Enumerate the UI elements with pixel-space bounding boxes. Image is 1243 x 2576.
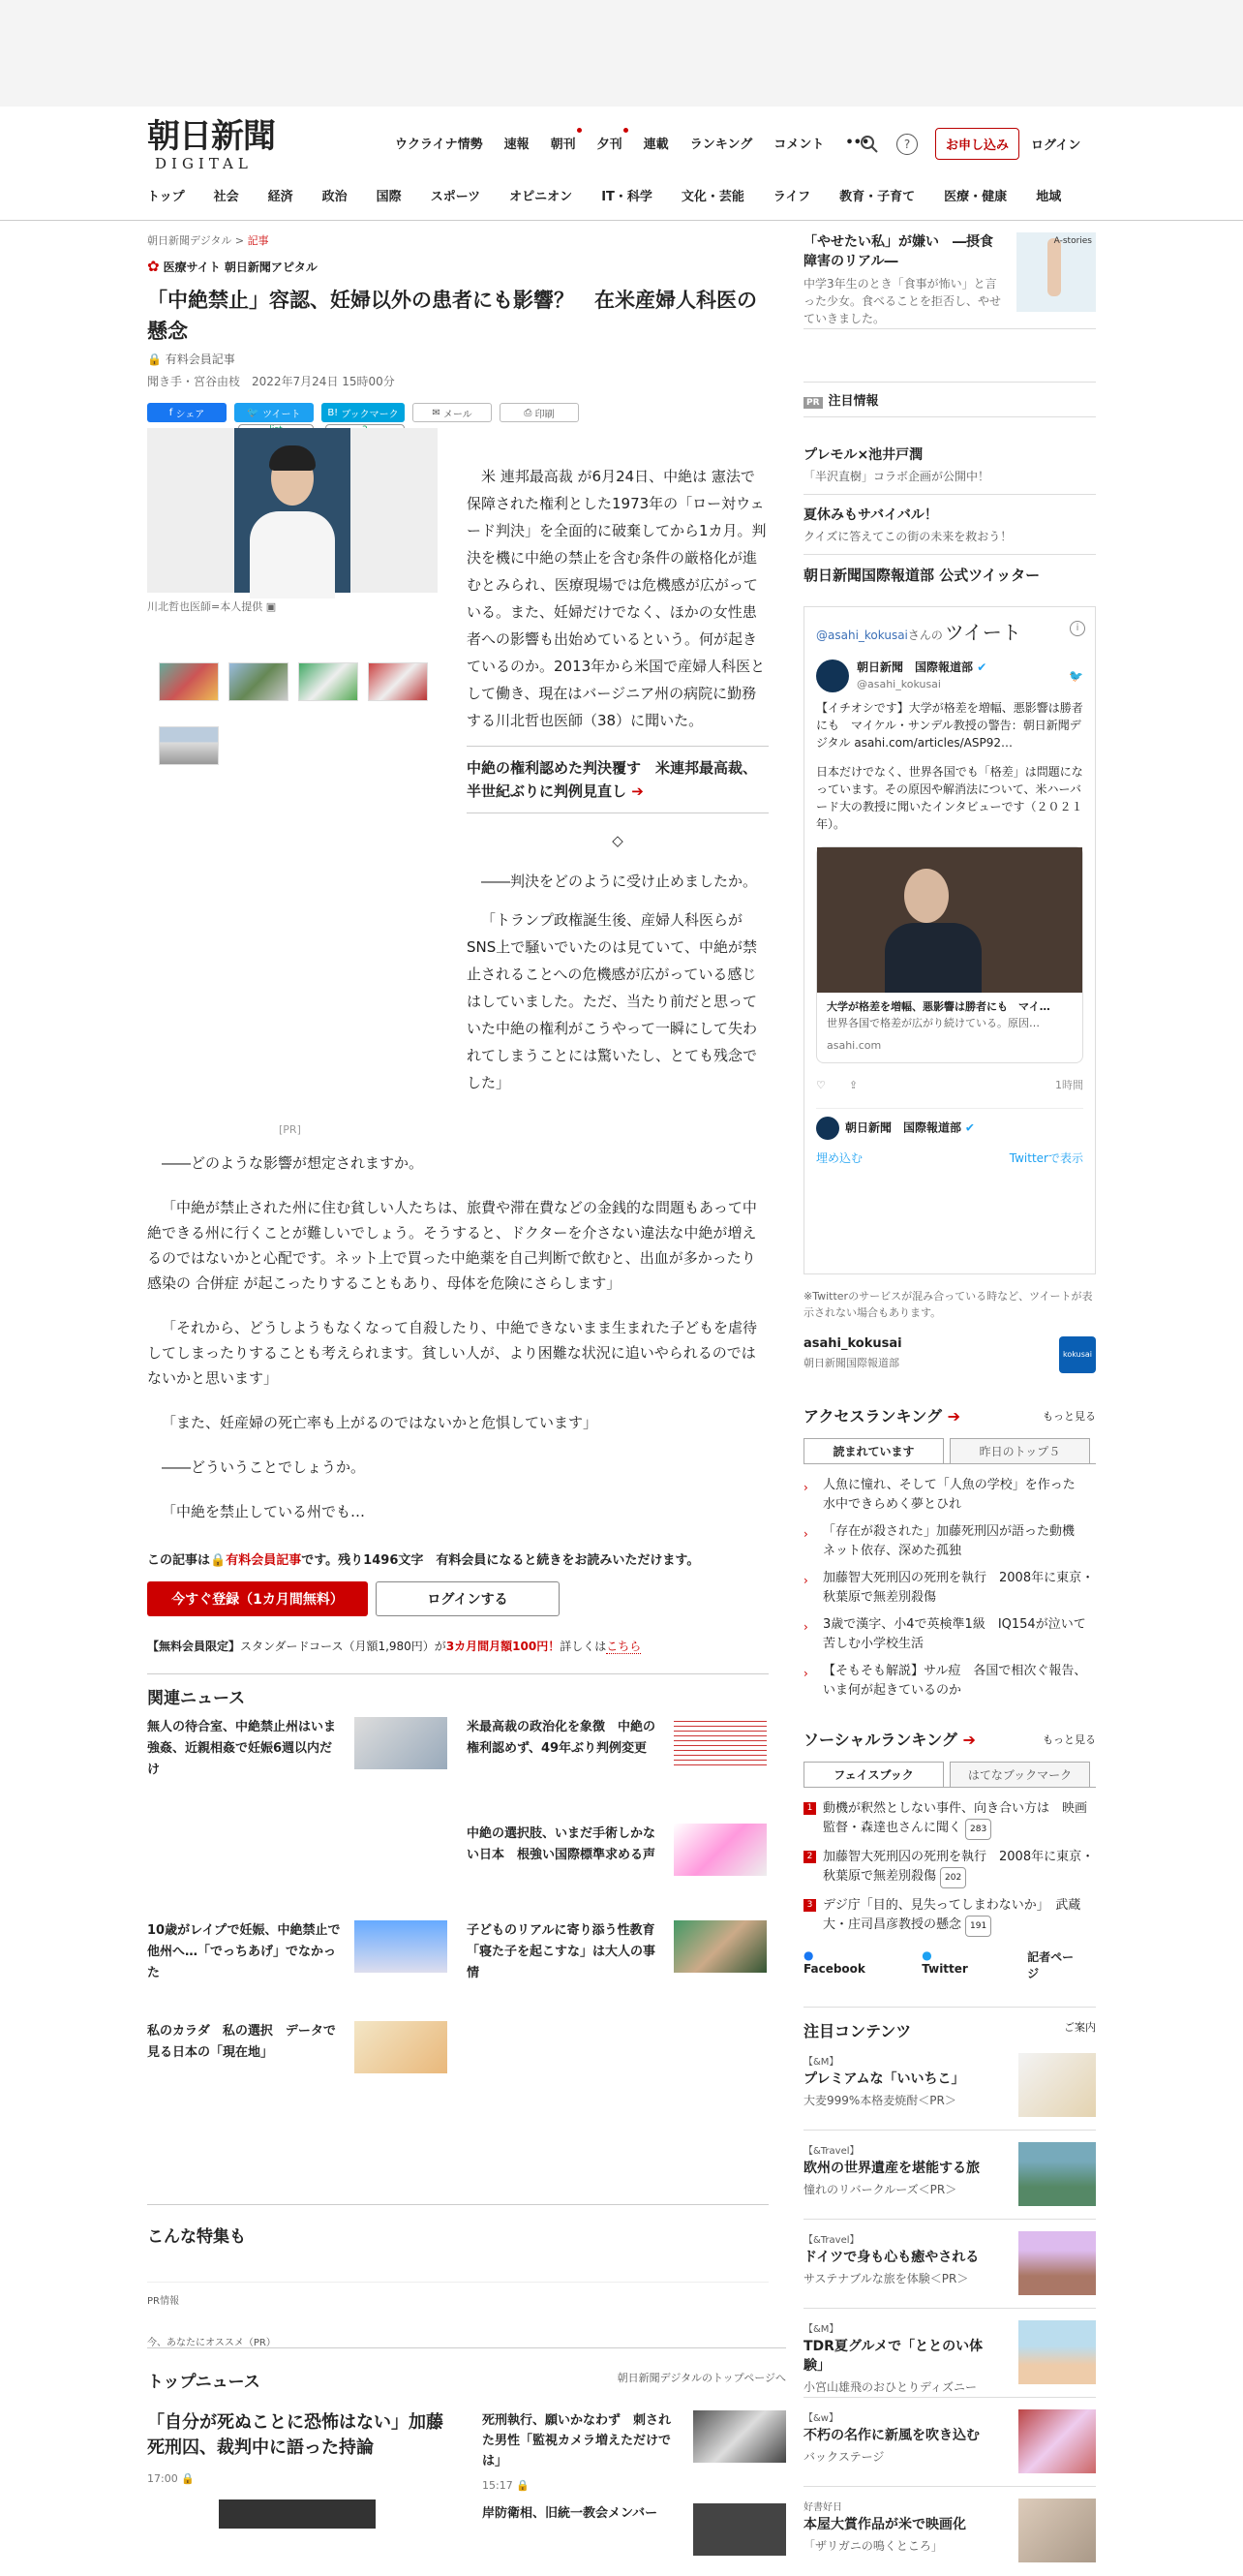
related-item-image [354,1717,447,1769]
tweet-handle: @asahi_kokusai [857,678,941,690]
top-news-item-meta [482,2475,786,2496]
paywall-login-button[interactable]: ログインする [376,1581,560,1616]
featured-item[interactable] [803,2041,1096,2131]
related-item-title: 米最高裁の政治化を象徴 中絶の権利認めず、49年ぶり判例変更 [467,1720,656,1756]
thumbnail[interactable] [368,662,428,701]
related-item-image [354,2021,447,2073]
tab-yesterday-top5[interactable]: 昨日のトップ５ [950,1438,1090,1463]
nav-society[interactable]: 社会 [213,190,239,204]
top-news-item[interactable] [482,2410,786,2496]
related-item-title: 無人の待合室、中絶禁止州はいま 強姦、近親相姦で妊娠6週以内だけ [147,1720,349,1777]
featured-image [1018,2320,1096,2384]
ranking-item[interactable] [803,1658,1096,1704]
chevron-right-icon: › [803,1527,808,1541]
featured-desc: 大麦999%本格麦焼酎＜PR＞ [803,2094,956,2107]
byline: 聞き手・宮谷由枝 2022年7月24日 15時00分 [147,375,395,388]
featured-image [1018,2231,1096,2295]
rank-number-2: 2 [803,1851,816,1863]
social-list [803,1795,1096,1941]
util-series[interactable]: 連載 [643,138,669,152]
facebook-link-label: Facebook [803,1962,865,1976]
top-news-item-title: 死刑執行、願いかなわず 刺された男性「監視カメラ増えただけでは」 [482,2413,672,2469]
tweet-button[interactable] [234,403,314,422]
top-news-item[interactable] [482,2503,786,2527]
tweet-author [816,659,1083,693]
social-item[interactable] [803,1844,1096,1892]
featured-title: プレミアムな「いいちこ」 [803,2071,965,2087]
breadcrumb-current[interactable]: 記事 [247,234,269,247]
social-ranking-header [803,1728,1096,1750]
chevron-right-icon: › [803,1481,808,1494]
timeline-san: さんの [907,629,943,642]
social-item-title: 動機が釈然としない事件、向き合い方は 映画監督・森達也さんに聞く [823,1801,1088,1835]
like-icon[interactable]: ♡ [816,1079,826,1091]
lock-icon: 🔒 [181,2472,195,2485]
special-title: こんな特集も [147,2227,246,2247]
paywall-members[interactable]: 🔒有料会員記事 [210,1553,302,1568]
pr-badge: PR [803,397,823,409]
intro-paragraph: 米 連邦最高裁 が6月24日、中絶は 憲法で保障された権利とした1973年の「ロー対ウェード判決」を全面的に破棄してから1カ月。判決を機に中絶の禁止を含む条件の厳格化が進むとみられ、医療現場では危機感が広がっている。また、妊婦だけでなく、ほかの女性患者への影響も出始めているという。何が起きているのか。2013年から米国で産婦人科医として働き、現在はバージニア州の病院に勤務する川北哲也医師（38）に聞いた。 [467,468,767,729]
facebook-link[interactable] [803,1948,900,1981]
nav-opinion[interactable]: オピニオン [509,190,573,204]
section-divider: ◇ [612,832,623,849]
related-item-title: 子どものリアルに寄り添う性教育 「寝た子を起こすな」は大人の事情 [467,1923,668,1980]
embed-link[interactable]: 埋め込む [816,1151,864,1165]
twitter-timeline [803,606,1096,1274]
view-on-twitter-link[interactable]: Twitterで表示 [1009,1151,1083,1165]
featured-tag: 【&Travel】 [803,2146,860,2157]
promo-text [147,1638,769,1654]
related-item-image [354,1920,447,1973]
tweet-2-preview[interactable] [816,1108,1083,1140]
related-item-title: 中絶の選択肢、いまだ手術しかない日本 根強い国際標準求める声 [467,1826,656,1862]
util-evening-label: 夕刊 [596,138,622,152]
hatena-icon: B! [327,407,342,418]
hatena-label: ブックマーク [341,409,399,420]
social-tabs [803,1762,1096,1788]
nav-culture[interactable]: 文化・芸能 [681,190,744,204]
print-icon: ⎙ [524,407,535,418]
twitter-icon: 🐦 [247,407,263,418]
featured-desc: バックステージ [803,2450,885,2464]
subscribe-button[interactable]: お申し込み [935,128,1019,160]
nav-education[interactable]: 教育・子育て [839,190,916,204]
ranking-item-title: 加藤智大死刑囚の死刑を執行 2008年に東京・秋葉原で無差別殺傷 [823,1571,1095,1605]
util-ukraine[interactable]: ウクライナ情勢 [395,138,483,152]
answer-3: 「それから、どうしようもなくなって自殺したり、中絶できないまま生まれた子どもを虐待してしまったりすることも考えられます。貧しい人が、より困難な状況に追いやられるのではないかと思います」 [147,1319,758,1387]
new-dot-icon [577,128,582,133]
related-news [147,1673,769,2060]
featured-image [1018,2499,1096,2562]
twitter-bird-icon: 🐦 [1069,669,1083,683]
tweet-card-title: 大学が格差を増幅、悪影響は勝者にも マイ… [827,1000,1050,1013]
search-icon[interactable] [860,135,879,154]
chevron-right-icon: › [803,1620,808,1634]
top-news-item-image [693,2410,786,2463]
mail-icon: ✉ [432,407,443,418]
members-badge[interactable] [147,351,769,367]
account-desc: 朝日新聞国際報道部 [803,1357,899,1369]
nav-sports[interactable]: スポーツ [430,190,481,204]
featured-item[interactable] [803,2309,1096,2398]
social-item[interactable] [803,1892,1096,1941]
featured-content-header [803,2019,1096,2041]
tweet-name [857,659,986,676]
access-ranking-title[interactable] [803,1404,960,1426]
access-ranking-header [803,1404,1096,1426]
top-news-item-image [693,2503,786,2556]
util-evening[interactable] [597,134,622,152]
featured-image [1018,2142,1096,2206]
featured-title: TDR夏グルメで「ととのい体験」 [803,2339,984,2374]
medical-site-label[interactable] [147,258,769,275]
tweet-name-text: 朝日新聞 国際報道部 [845,1120,962,1135]
featured-desc: 憧れのリバークルーズ＜PR＞ [803,2183,957,2196]
tweet-card-image [817,847,1082,993]
util-morning[interactable] [551,134,576,152]
tweet-name-text: 朝日新聞 国際報道部 [857,660,974,674]
promo-title: 夏休みもサバイバル！ [803,507,938,523]
arrow-right-icon: ➔ [962,1731,976,1749]
ranking-item[interactable] [803,1472,1096,1518]
recommended-pr: 今、あなたにオススメ（PR） [147,2338,276,2348]
article-body [147,1150,769,1544]
new-dot-icon [623,128,628,133]
ranking-item[interactable] [803,1518,1096,1565]
mail-label: メール [442,409,472,420]
featured-desc: サステナブルな旅を体験＜PR＞ [803,2272,969,2285]
top-news-title: トップニュース [147,2373,260,2392]
social-footer-links [803,1948,1096,1981]
question-3: ――どういうことでしょうか。 [162,1458,366,1476]
attention-info-header [803,382,1096,417]
top-news [147,2347,786,2521]
featured-tag: 【&M】 [803,2324,839,2335]
help-icon[interactable]: ? [896,134,918,155]
logo-text: 朝日新聞 [147,117,275,156]
register-button[interactable]: 今すぐ登録（1カ月間無料） [147,1581,368,1616]
featured-tag: 好書好日 [803,2502,842,2513]
related-news-title: 関連ニュース [147,1689,246,1708]
mail-button[interactable] [412,403,492,422]
featured-desc: 小宮山雄飛のおひとりディズニー [803,2380,978,2394]
hatena-bookmark-button[interactable] [321,403,405,422]
main-nav [147,186,1090,204]
answer-5: 「中絶を禁止している州でも… [162,1503,366,1520]
answer-2: 「中絶が禁止された州に住む貧しい人たちは、旅費や滞在費などの金銭的な問題もあって中絶できる州に行くことが難しいでしょう。そうすると、ドクターを介さない違法な中絶が増えるのではないかと心配です。ネット上で買った中絶薬を自己判断で飲むと、出血が多かったり感染の 合併症 が起こったりすることもあり、母体を危険にさらします」 [147,1199,757,1292]
print-button[interactable] [500,403,579,422]
tweet-card-source: asahi.com [827,1039,882,1052]
timeline-footer [816,1150,1083,1166]
featured-image [1018,2409,1096,2473]
facebook-icon: ● [803,1948,814,1962]
verified-icon: ✔ [977,660,987,674]
timeline-tweets-label: ツイート [944,621,1021,644]
promo-details: 詳しくは [560,1640,607,1653]
share-count: 202 [940,1867,966,1888]
tweet-label: ツイート [262,409,301,420]
social-ranking-title[interactable] [803,1728,976,1750]
related-item-image [674,1920,767,1973]
avatar [816,659,849,692]
reporter-page-link[interactable]: 記者ページ [1027,1950,1075,1980]
tab-hatena[interactable]: はてなブックマーク [950,1762,1090,1787]
paywall-post: です。残り1496文字 有料会員になると続きをお読みいただけます。 [301,1553,700,1568]
nav-economy[interactable]: 経済 [267,190,293,204]
top-news-main[interactable] [147,2410,447,2529]
gallery-icon[interactable]: ▣ [265,600,277,613]
special-features [147,2204,769,2348]
featured-desc: 「ザリガニの鳴くところ」 [803,2539,943,2553]
ranking-list [803,1472,1096,1704]
paywall-text [147,1549,769,1568]
ranking-item[interactable] [803,1611,1096,1658]
tweet-card-desc: 世界各国で格差が広がり続けている。原因… [827,1017,1040,1029]
nav-politics[interactable]: 政治 [321,190,348,204]
util-ranking[interactable]: ランキング [689,138,753,152]
chevron-right-icon: › [803,1667,808,1680]
article-photo[interactable] [147,428,438,593]
avatar [816,1117,839,1140]
featured-tag: 【&Travel】 [803,2235,860,2246]
social-ranking [803,1728,1096,1981]
answer-1: 「トランプ政権誕生後、産婦人科医らがSNS上で騒いでいたのは見ていて、中絶が禁止されることへの危機感が広がっている感じはしていました。ただ、当たり前だと思っていた中絶の権利がこうやって一瞬にして失われてしまうことには驚いたし、とても残念でした」 [467,911,758,1091]
lock-icon: 🔒 [147,353,162,366]
sidebar-feature-desc: 中学3年生のとき「食事が怖い」と言った少女。食べることを拒否し、やせていきました。 [803,277,1002,325]
featured-item[interactable] [803,2398,1096,2487]
tweet[interactable] [816,659,1083,1094]
tweet-card-caption [817,993,1082,1037]
twitter-section-header [803,555,1096,595]
photo-caption [147,598,276,614]
facebook-share-button[interactable] [147,403,227,422]
tweet-card[interactable] [816,846,1083,1063]
featured-content-title: 注目コンテンツ [803,2022,912,2040]
question-2: ――どのような影響が想定されますか。 [162,1154,424,1172]
ranking-tabs [803,1438,1096,1464]
social-item[interactable] [803,1795,1096,1844]
account-card[interactable] [803,1336,1096,1381]
featured-item[interactable] [803,2487,1096,2576]
thumbnail[interactable] [298,662,358,701]
paywall-buttons [147,1581,769,1616]
featured-item[interactable] [803,2220,1096,2309]
paywall-pre: この記事は [147,1553,211,1568]
featured-title: ドイツで身も心も癒やされる [803,2250,980,2265]
featured-tag: 【&w】 [803,2413,838,2424]
top-news-main-title: 「自分が死ぬことに恐怖はない」加藤死刑囚、裁判中に語った持論 [147,2412,443,2458]
related-item-image [674,1824,767,1876]
related-item-title: 10歳がレイプで妊娠、中絶禁止で他州へ…「でっちあげ」でなかった [147,1923,341,1980]
share-count: 283 [965,1819,991,1840]
util-breaking[interactable]: 速報 [503,138,530,152]
related-link-text: 中絶の権利認めた判決覆す 米連邦最高裁、半世紀ぶりに判例見直し [467,759,758,800]
tab-facebook[interactable]: フェイスブック [803,1762,944,1787]
share-count: 191 [965,1916,991,1937]
timeline-header [816,617,1083,645]
promo-link[interactable] [803,495,1096,555]
promo-link[interactable]: こちら [606,1640,642,1653]
arrow-right-icon: ➔ [631,782,644,800]
related-item-image [674,1717,767,1769]
top-news-main-time: 17:00 [147,2472,178,2485]
rank-number-1: 1 [803,1802,816,1815]
ranking-item-title: 【そもそも解説】サル痘 各国で相次ぐ報告、いま何が起きているのか [823,1664,1087,1698]
attention-info-title: 注目情報 [828,394,879,409]
more-link[interactable]: もっと見る [1043,1409,1096,1423]
pr-info: PR情報 [147,2282,769,2307]
logo-subtext: DIGITAL [155,155,253,172]
breadcrumb-sep: > [234,234,245,247]
lock-icon: 🔒 [516,2479,530,2492]
related-item-title: 私のカラダ 私の選択 データで見る日本の「現在地」 [147,2024,336,2060]
promo-price: 3カ月間月額100円！ [445,1640,561,1653]
article-body-intro [467,463,769,1108]
social-item-title: 加藤智大死刑囚の死刑を執行 2008年に東京・秋葉原で無差別殺傷 [823,1850,1095,1884]
article-headline: 「中絶禁止」容認、妊婦以外の患者にも影響？ 在米産婦人科医の懸念 [147,289,757,343]
medical-site-text: 医療サイト 朝日新聞アピタル [163,260,318,274]
chevron-right-icon: › [803,1574,808,1587]
nav-international[interactable]: 国際 [376,190,402,204]
promo-course: スタンダードコース（月額1,980円）が [240,1640,446,1653]
nav-top[interactable]: トップ [147,190,185,204]
sidebar-feature-image [1016,232,1096,312]
a-stories-label: A-stories [1053,236,1092,246]
timeline-handle[interactable]: @asahi_kokusai [816,629,908,642]
more-link[interactable]: もっと見る [1043,1733,1096,1746]
twitter-section-title: 朝日新聞国際報道部 公式ツイッター [803,567,1041,584]
paywall [147,1549,769,1654]
arrow-right-icon: ➔ [947,1407,961,1426]
featured-image [1018,2053,1096,2117]
more-menu-icon[interactable]: ••• [845,136,870,150]
ranking-item-title: 「存在が殺された」加藤死刑囚が語った動機 ネット依存、深めた孤独 [823,1524,1088,1558]
tweet-time: 1時間 [1055,1079,1083,1091]
kokusai-logo-icon: kokusai [1059,1336,1096,1373]
featured-title: 本屋大賞作品が米で映画化 [803,2517,966,2532]
site-header [0,107,1243,221]
sidebar-feature[interactable] [803,232,1096,329]
top-news-item-time: 15:17 [482,2479,513,2492]
login-link[interactable]: ログイン [1031,138,1081,153]
doctor-portrait [234,428,350,593]
access-ranking-title-text: アクセスランキング [803,1407,943,1426]
ranking-item-title: 3歳で漢字、小4で英検準1級 IQ154が泣いて苦しむ小学校生活 [823,1617,1086,1651]
facebook-icon: f [168,407,176,418]
guide-link[interactable]: ご案内 [1064,2021,1096,2034]
promo-link[interactable] [803,435,1096,495]
thumbnail[interactable] [159,726,219,765]
members-label: 有料会員記事 [165,353,235,366]
twitter-link[interactable] [922,1948,1006,1981]
access-ranking [803,1404,1096,1704]
nav-life[interactable]: ライフ [773,190,811,204]
promo-tag: 【無料会員限定】 [147,1640,241,1653]
featured-item[interactable] [803,2131,1096,2220]
info-icon[interactable]: i [1070,621,1085,636]
print-label: 印刷 [534,409,555,420]
util-comment[interactable]: コメント [773,138,825,152]
featured-title: 不朽の名作に新風を吹き込む [803,2428,980,2443]
related-article-link[interactable] [467,746,769,813]
rank-number-3: 3 [803,1899,816,1912]
pr-label: [PR] [279,1123,301,1136]
featured-content [803,2007,1096,2576]
article-column [147,232,786,2521]
question-1: ――判決をどのように受け止めましたか。 [481,873,758,890]
promo-desc: クイズに答えてこの街の未来を救おう！ [803,530,1013,543]
featured-tag: 【&M】 [803,2057,839,2068]
share-icon[interactable]: ⇪ [848,1079,859,1091]
twitter-note: ※Twitterのサービスが混み合っている時など、ツイートが表示されない場合もあります。 [803,1290,1093,1319]
apital-logo-icon: ✿ [147,258,160,275]
ranking-item-title: 人魚に憧れ、そして「人魚の学校」を作った 水中できらめく夢とひれ [823,1478,1088,1512]
breadcrumb-home[interactable]: 朝日新聞デジタル [147,234,232,247]
promo-desc: 「半沢直樹」コラボ企画が公開中！ [803,470,990,483]
utility-nav [395,134,891,152]
social-ranking-title-text: ソーシャルランキング [803,1731,957,1749]
util-morning-label: 朝刊 [550,138,576,152]
paywall-members-label: 有料会員記事 [226,1553,302,1568]
featured-title: 欧州の世界遺産を堪能する旅 [803,2161,980,2176]
header-actions [860,128,1080,160]
thumbnail[interactable] [159,662,219,701]
photo-caption-text: 川北哲也医師=本人提供 [147,600,263,613]
top-news-item-title: 岸防衛相、旧統一教会メンバー [482,2506,658,2521]
facebook-share-label: シェア [175,409,205,420]
top-banner-area [0,0,1243,107]
twitter-link-label: Twitter [922,1962,968,1976]
sidebar-feature-title: 「やせたい私」が嫌い ―摂食障害のリアル― [803,234,993,269]
social-item-title: デジ庁「目的、見失ってしまわないか」 武蔵大・庄司昌彦教授の懸念 [823,1898,1081,1932]
tweet-actions [816,1077,1083,1094]
nav-health[interactable]: 医療・健康 [944,190,1008,204]
promo-title: プレモル×池井戸潤 [803,447,924,463]
tab-most-read[interactable]: 読まれています [803,1438,944,1463]
verified-icon: ✔ [964,1120,975,1135]
top-news-main-image [219,2499,376,2529]
twitter-icon: ● [922,1948,932,1962]
tweet-text: 【イチオシです】大学が格差を増幅、悪影響は勝者にも マイケル・サンデル教授の警告：朝日新聞デジタル asahi.com/articles/ASP92… [816,701,1083,750]
answer-4: 「また、妊産婦の死亡率も上がるのではないかと危惧しています」 [162,1414,598,1431]
site-logo[interactable] [147,117,283,172]
top-news-main-meta [147,2467,447,2492]
thumbnail[interactable] [228,662,288,701]
sidebar [803,232,1096,2576]
breadcrumb [147,232,769,248]
account-name: asahi_kokusai [803,1336,902,1351]
nav-it-science[interactable]: IT・科学 [601,190,652,204]
top-page-link[interactable]: 朝日新聞デジタルのトップページへ [617,2372,786,2384]
nav-region[interactable]: 地域 [1036,190,1062,204]
share-bar [147,403,769,422]
ranking-item[interactable] [803,1565,1096,1611]
tweet-text-2: 日本だけでなく、世界各国でも「格差」は問題になっています。その原因や解消法について、米ハーバード大の教授に聞いたインタビューです（２０２１年）。 [816,765,1083,831]
